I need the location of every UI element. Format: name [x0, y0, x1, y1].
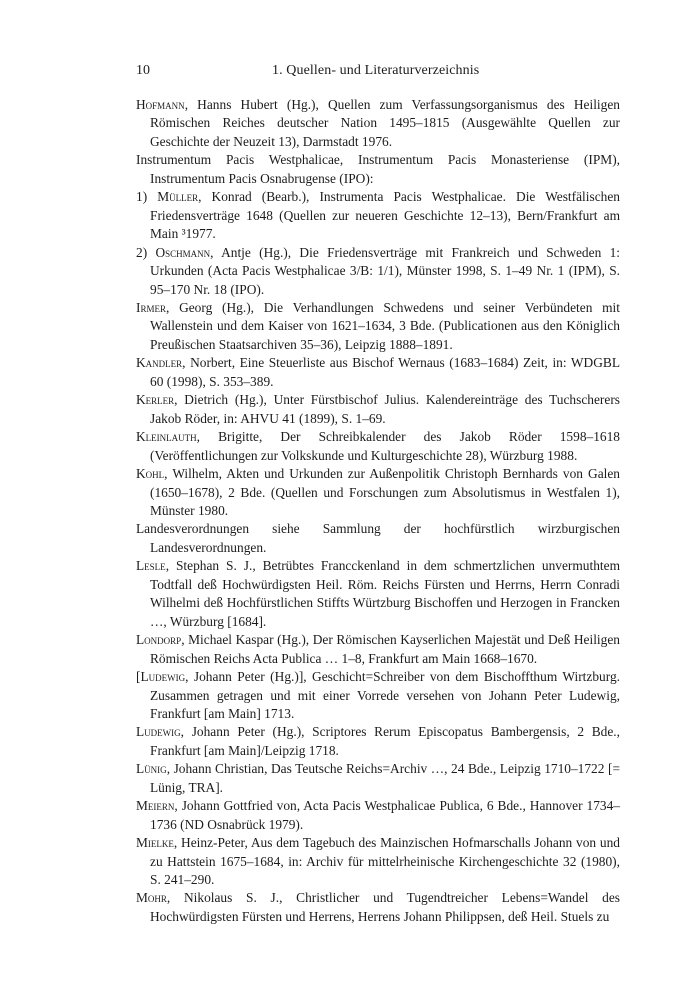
bibliography-entry [136, 428, 620, 465]
entry-author: Irmer [136, 299, 166, 315]
bibliography-entry [136, 188, 620, 243]
page-number: 10 [136, 63, 150, 78]
entry-text: , Dietrich (Hg.), Unter Fürstbischof Julius. Kalendereinträge des Tuchscherers Jakob Röder, in: AHVU 41 (1899), S. 1–69. [150, 392, 620, 426]
entry-text: , Wilhelm, Akten und Urkunden zur Außenpolitik Christoph Bernhards von Galen (1650–1678), 2 Bde. (Quellen und Forschungen zum Absolutismus in Westfalen 1), Münster 1980. [150, 466, 620, 518]
bibliography-entry [136, 631, 620, 668]
bibliography-entry [136, 465, 620, 520]
bibliography-entry [136, 557, 620, 631]
entry-text: , Antje (Hg.), Die Friedensverträge mit Frankreich und Schweden 1: Urkunden (Acta Pacis Westphalicae 3/B: 1/1), Münster 1998, S. 1–49 Nr. 1 (IPM), S. 95–170 Nr. 18 (IPO). [150, 244, 620, 297]
entry-text: , Georg (Hg.), Die Verhandlungen Schwedens und seiner Verbündeten mit Wallenstein und dem Kaiser von 1621–1634, 3 Bde. (Publicationen aus den Königlich Preußischen Staatsarchiven 35–36), Leipzig 1888–1891. [150, 299, 620, 352]
bibliography-entry [136, 151, 620, 188]
entry-text: , Norbert, Eine Steuerliste aus Bischof Wernaus (1683–1684) Zeit, in: WDGBL 60 (1998), S. 353–389. [150, 355, 620, 389]
bibliography-entry [136, 760, 620, 797]
entry-author: Lünig [136, 761, 167, 777]
entry-prefix: 2) [136, 244, 156, 260]
entry-author: Ludewig [136, 724, 181, 740]
entry-text: , Hanns Hubert (Hg.), Quellen zum Verfassungsorganismus des Heiligen Römischen Reiches deutscher Nation 1495–1815 (Ausgewählte Quellen zur Geschichte der Neuzeit 13), Darmstadt 1976. [150, 97, 620, 149]
bibliography-entry [136, 797, 620, 834]
entry-author: Lesle [136, 558, 166, 574]
entry-text: , Michael Kaspar (Hg.), Der Römischen Kayserlichen Majestät und Deß Heiligen Römischen Reichs Acta Publica … 1–8, Frankfurt am Main 1668–1670. [150, 632, 620, 666]
bibliography-entry [136, 834, 620, 889]
bibliography-entry [136, 391, 620, 428]
entry-text: , Johann Peter (Hg.)], Geschicht=Schreiber von dem Bischoffthum Wirtzburg. Zusammen getragen und mit einer Vorrede versehen von Johann Peter Ludewig, Frankfurt [am Main] 1713. [150, 669, 620, 721]
entry-prefix: 1) [136, 189, 158, 205]
entry-text: , Heinz-Peter, Aus dem Tagebuch des Mainzischen Hofmarschalls Johann von und zu Hattstein 1675–1684, in: Archiv für mittelrheinische Kirchengeschichte 32 (1980), S. 241–290. [150, 835, 620, 888]
entry-text: , Johann Peter (Hg.), Scriptores Rerum Episcopatus Bambergensis, 2 Bde., Frankfurt [am Main]/Leipzig 1718. [150, 724, 620, 758]
entry-text: , Nikolaus S. J., Christlicher und Tugendtreicher Lebens=Wandel des Hochwürdigsten Fürsten und Herrens, Herrens Johann Philippsen, deß Heil. Stuels zu [150, 890, 620, 924]
entry-text: , Stephan S. J., Betrübtes Francckenland in dem schmertzlichen unvermuthtem Todtfall deß Hochwürdigsten Heil. Röm. Reichs Fürsten und Herrns, Herrn Conradi Wilhelmi deß Hochfürstlichen Stiffts Würtzburg Bischoffen und Herzogen in Francken …, Würzburg [1684]. [150, 558, 620, 629]
running-head: 1. Quellen- und Literaturverzeichnis [272, 63, 480, 78]
entry-author: Kerler [136, 392, 175, 408]
entry-prefix: [ [136, 669, 141, 685]
entry-text: , Brigitte, Der Schreibkalender des Jakob Röder 1598–1618 (Veröffentlichungen zur Volkskunde und Kulturgeschichte 28), Würzburg 1988. [150, 429, 620, 463]
entry-author: Ludewig [140, 669, 186, 685]
entry-text: , Konrad (Bearb.), Instrumenta Pacis Westphalicae. Die Westfälischen Friedensverträge 1648 (Quellen zur neueren Geschichte 12–13), Bern/Frankfurt am Main ³1977. [150, 189, 620, 242]
entry-author: Oschmann [155, 244, 211, 260]
entry-author: Mohr [136, 890, 167, 906]
bibliography-entry [136, 96, 620, 151]
bibliography-entry [136, 889, 620, 926]
bibliography-entry [136, 244, 620, 299]
entry-author: Kandler [136, 355, 183, 371]
entry-author: Meiern [136, 798, 175, 814]
entry-author: Londorp [136, 632, 182, 648]
entry-author: Müller [157, 189, 199, 205]
entry-author: Kohl [136, 466, 165, 482]
entry-text: , Johann Christian, Das Teutsche Reichs=Archiv …, 24 Bde., Leipzig 1710–1722 [= Lünig, TRA]. [150, 761, 620, 795]
bibliography-entry [136, 354, 620, 391]
entry-author: Mielke [136, 835, 174, 851]
bibliography-list [136, 96, 620, 926]
entry-author: Kleinlauth [136, 429, 197, 445]
bibliography-entry [136, 520, 620, 557]
bibliography-entry [136, 723, 620, 760]
entry-author: Hofmann [136, 97, 185, 112]
bibliography-entry [136, 299, 620, 354]
bibliography-entry [136, 668, 620, 723]
entry-text: Instrumentum Pacis Westphalicae, Instrumentum Pacis Monasteriense (IPM), Instrumentum Pacis Osnabrugense (IPO): [136, 152, 620, 186]
entry-text: Landesverordnungen siehe Sammlung der hochfürstlich wirzburgischen Landesverordnungen. [136, 521, 620, 555]
entry-text: , Johann Gottfried von, Acta Pacis Westphalicae Publica, 6 Bde., Hannover 1734–1736 (ND Osnabrück 1979). [150, 798, 620, 832]
